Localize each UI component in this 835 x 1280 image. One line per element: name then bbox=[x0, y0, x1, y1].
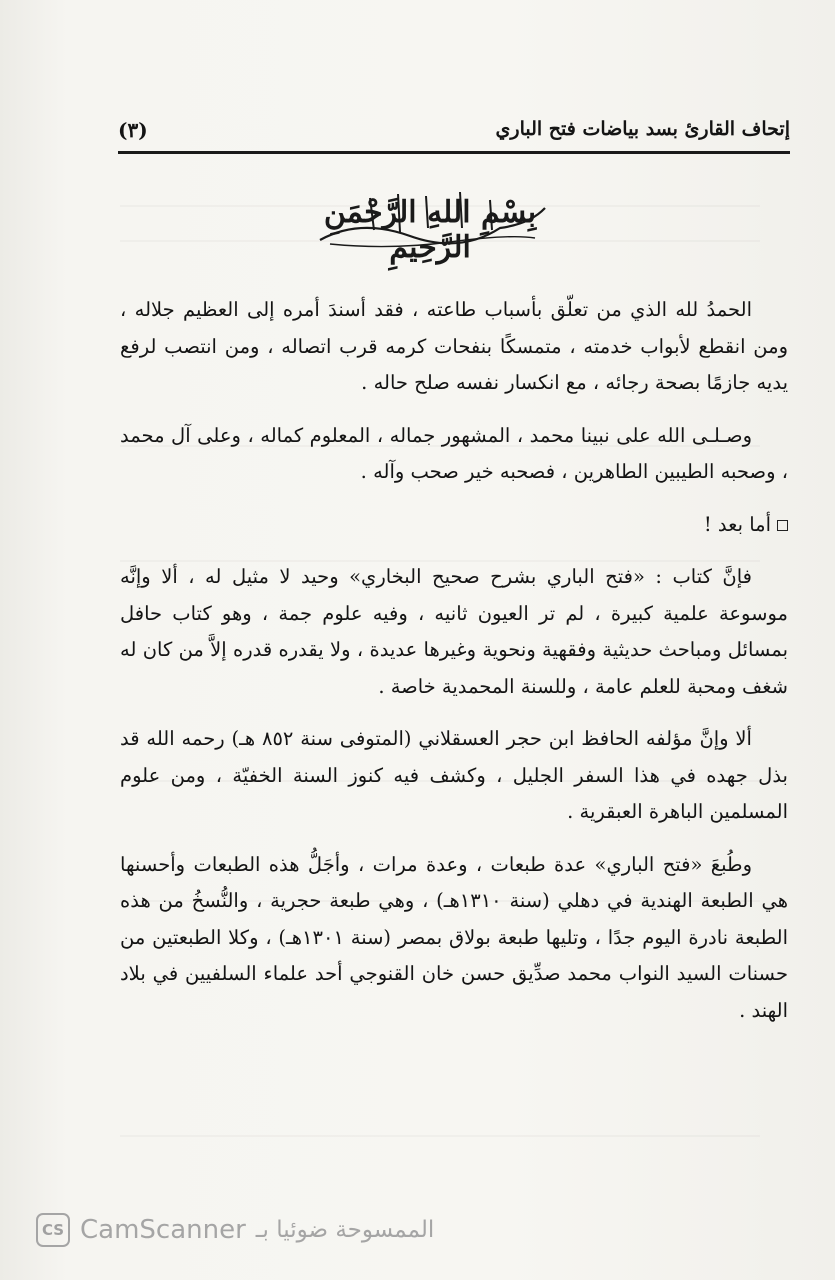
paragraph-amma-bad bbox=[120, 507, 788, 544]
paragraph-fath-al-bari: فإنَّ كتاب : «فتح الباري بشرح صحيح البخاري» وحيد لا مثيل له ، ألا وإنَّه موسوعة علمية كبيرة ، لم تر العيون ثانيه ، وفيه علوم جمة ، وهو كتاب حافل بمسائل ومباحث حديثية وفقهية ونحوية وغيرها عديدة ، ولا يقدره قدره إلاَّ من كان له شغف ومحبة للعلم عامة ، وللسنة المحمدية خاصة . bbox=[120, 565, 788, 698]
running-header bbox=[118, 118, 790, 148]
camscanner-name: CamScanner bbox=[80, 1215, 246, 1245]
square-bullet-icon bbox=[777, 520, 788, 531]
camscanner-watermark bbox=[36, 1212, 434, 1248]
header-rule bbox=[118, 151, 790, 154]
main-text bbox=[120, 292, 788, 1045]
paragraph-salat: وصـلـى الله على نبينا محمد ، المشهور جماله ، المعلوم كماله ، وعلى آل محمد ، وصحبه الطيبين الطاهرين ، فصحبه خير صحب وآله . bbox=[120, 423, 788, 483]
page-number: (٣) bbox=[118, 118, 148, 142]
book-title: إتحاف القارئ بسد بياضات فتح الباري bbox=[495, 118, 790, 140]
bleed-through-line bbox=[120, 1135, 760, 1137]
camscanner-logo-icon: CS bbox=[36, 1213, 70, 1247]
basmala: بِسْمِ اللهِ الرَّحْمَنِ الرَّحِيمِ bbox=[323, 195, 537, 265]
paragraph-ibn-hajar: ألا وإنَّ مؤلفه الحافظ ابن حجر العسقلاني (المتوفى سنة ٨٥٢ هـ) رحمه الله قد بذل جهده في هذا السفر الجليل ، وكشف فيه كنوز السنة الخفيّة ، ومن علوم المسلمين الباهرة العبقرية . bbox=[120, 727, 788, 823]
amma-bad-text: أما بعد ! bbox=[703, 512, 771, 536]
camscanner-arabic-caption: الممسوحة ضوئيا بـ bbox=[255, 1217, 435, 1243]
paragraph-hamd: الحمدُ لله الذي من تعلّق بأسباب طاعته ، فقد أسندَ أمره إلى العظيم جلاله ، ومن انقطع لأبواب خدمته ، متمسكًا بنفحات كرمه قرب اتصاله ، ومن انتصب لرفع يديه جازمًا بصحة رجائه ، مع انكسار نفسه صلح حاله . bbox=[120, 298, 788, 394]
paragraph-editions: وطُبعَ «فتح الباري» عدة طبعات ، وعدة مرات ، وأجَلُّ هذه الطبعات وأحسنها هي الطبعة الهندية في دهلي (سنة ١٣١٠هـ) ، وهي طبعة حجرية ، والنُّسخُ من هذه الطبعة نادرة اليوم جدًا ، وتليها طبعة بولاق بمصر (سنة ١٣٠١هـ) ، وكلا الطبعتين من حسنات السيد النواب محمد صدِّيق حسن خان القنوجي أحد علماء السلفيين في بلاد الهند . bbox=[120, 852, 789, 1022]
